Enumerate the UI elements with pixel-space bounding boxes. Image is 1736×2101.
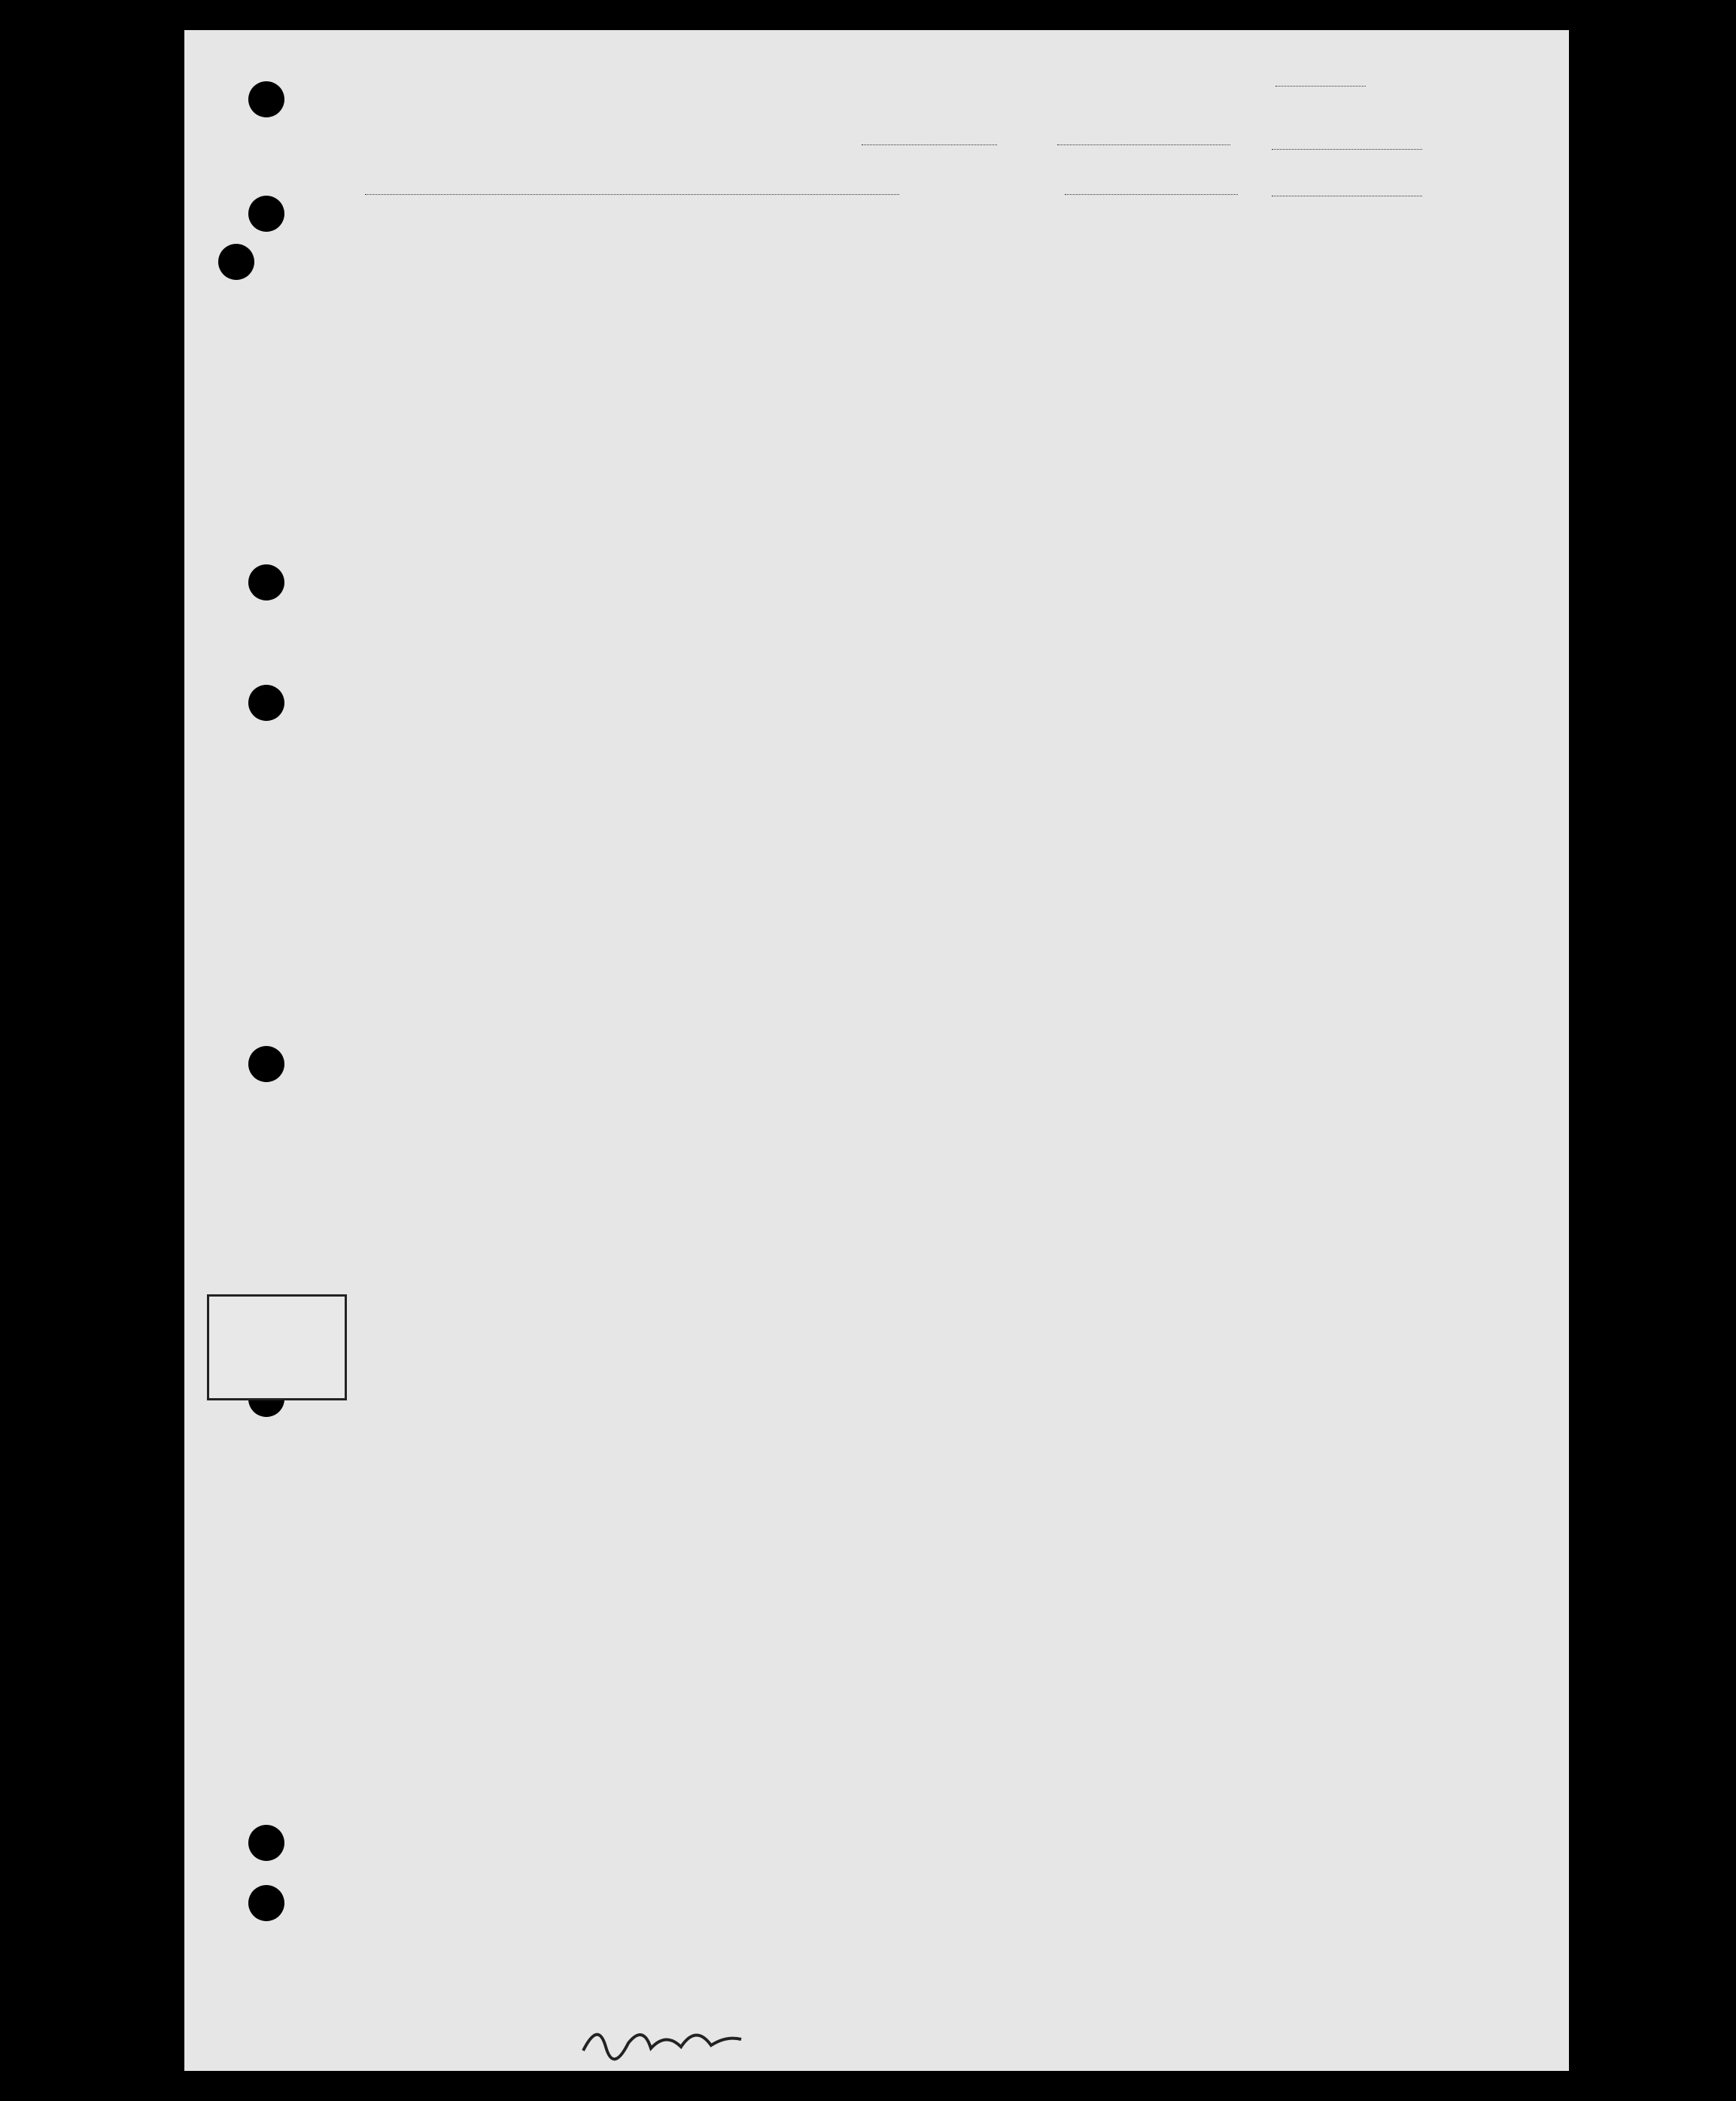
class-value (862, 144, 997, 145)
punch-hole (248, 1825, 284, 1861)
punch-hole (248, 1046, 284, 1082)
punch-hole (218, 244, 254, 280)
punch-hole (248, 564, 284, 601)
vessel-name (365, 194, 899, 195)
punch-hole (248, 196, 284, 232)
manifest-page (184, 30, 1569, 2071)
tally-box (207, 1294, 347, 1400)
punch-hole (248, 1885, 284, 1921)
signature-graphic (576, 2017, 749, 2062)
from-value (1057, 144, 1230, 145)
punch-hole (248, 81, 284, 117)
manifest-no-value (1275, 86, 1366, 87)
inspector-signature (576, 2017, 749, 2062)
punch-hole (248, 685, 284, 721)
departure-date (1272, 149, 1422, 150)
arrival-port (1065, 194, 1238, 195)
